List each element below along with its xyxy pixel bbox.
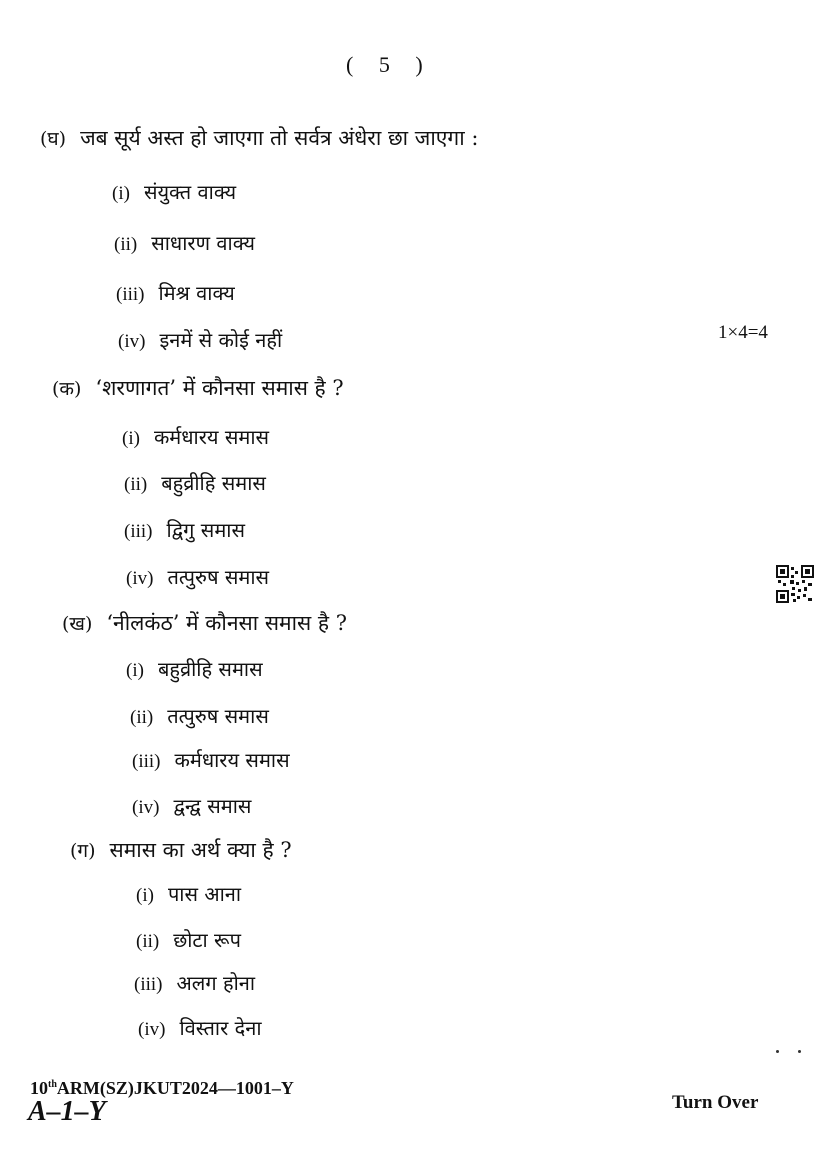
page-number: ( 5 ): [346, 52, 433, 77]
option-label: (i): [112, 183, 130, 204]
turn-over-label: Turn Over: [672, 1092, 759, 1113]
option-item: [132, 792, 251, 819]
option-text: द्विगु समास: [166, 518, 245, 542]
option-item: [136, 880, 241, 907]
option-text: तत्पुरुष समास: [167, 704, 269, 728]
option-label: (iv): [138, 1019, 166, 1040]
option-label: (iii): [124, 521, 153, 542]
option-text: पास आना: [167, 882, 242, 906]
option-item: [114, 229, 255, 256]
option-item: [134, 969, 255, 996]
scan-mark: [776, 1050, 779, 1053]
option-text: बहुव्रीहि समास: [161, 471, 266, 495]
option-item: [126, 655, 263, 682]
option-item: [116, 279, 235, 306]
option-text: अलग होना: [176, 971, 256, 995]
question-gha: [40, 124, 478, 152]
option-item: [126, 563, 269, 590]
option-label: (ii): [124, 474, 148, 495]
series-label: A–1–Y: [28, 1096, 106, 1127]
option-text: साधारण वाक्य: [151, 231, 255, 255]
option-text: तत्पुरुष समास: [167, 565, 270, 589]
question-ga: [70, 836, 292, 864]
option-text: मिश्र वाक्य: [158, 281, 235, 305]
option-label: (ii): [136, 931, 160, 952]
option-label: (iv): [132, 797, 160, 818]
option-item: [130, 702, 269, 729]
option-item: [124, 469, 266, 496]
option-text: कर्मधारय समास: [174, 748, 290, 772]
question-text: जब सूर्य अस्त हो जाएगा तो सर्वत्र अंधेरा छा जाएगा :: [80, 126, 479, 150]
option-item: [136, 926, 241, 953]
question-label: (क): [52, 378, 82, 400]
qr-code-icon: [776, 565, 814, 603]
option-item: [112, 178, 236, 205]
paper-code-sup: th: [48, 1079, 57, 1090]
option-text: द्वन्द्व समास: [173, 794, 252, 818]
option-label: (ii): [130, 707, 154, 728]
option-item: [118, 326, 282, 353]
option-item: [122, 423, 269, 450]
paper-code-rest: ARM(SZ)JKUT2024—1001–Y: [56, 1078, 294, 1098]
option-text: कर्मधारय समास: [153, 425, 270, 449]
option-label: (i): [122, 428, 140, 449]
option-item: [132, 746, 290, 773]
question-text: ‘नीलकंठ’ में कौनसा समास है ?: [106, 611, 347, 635]
question-label: (ख): [62, 613, 93, 635]
question-kha: [62, 609, 347, 637]
option-label: (i): [136, 885, 154, 906]
question-label: (ग): [70, 840, 96, 862]
option-label: (ii): [114, 234, 138, 255]
option-label: (iii): [132, 751, 161, 772]
option-text: संयुक्त वाक्य: [143, 180, 237, 204]
option-text: इनमें से कोई नहीं: [159, 328, 283, 352]
option-text: छोटा रूप: [173, 928, 241, 952]
option-label: (i): [126, 660, 144, 681]
option-text: बहुव्रीहि समास: [157, 657, 263, 681]
marks-label: 1×4=4: [718, 322, 768, 343]
option-label: (iv): [118, 331, 146, 352]
option-item: [138, 1014, 262, 1041]
paper-code-prefix: 10: [30, 1078, 48, 1098]
question-ka: [52, 374, 344, 402]
option-item: [124, 516, 245, 543]
option-label: (iv): [126, 568, 154, 589]
scan-mark: [798, 1050, 801, 1053]
question-text: ‘शरणागत’ में कौनसा समास है ?: [95, 376, 344, 400]
question-text: समास का अर्थ क्या है ?: [109, 838, 292, 862]
question-label: (घ): [40, 128, 67, 150]
option-label: (iii): [134, 974, 163, 995]
option-label: (iii): [116, 284, 145, 305]
option-text: विस्तार देना: [179, 1016, 262, 1040]
